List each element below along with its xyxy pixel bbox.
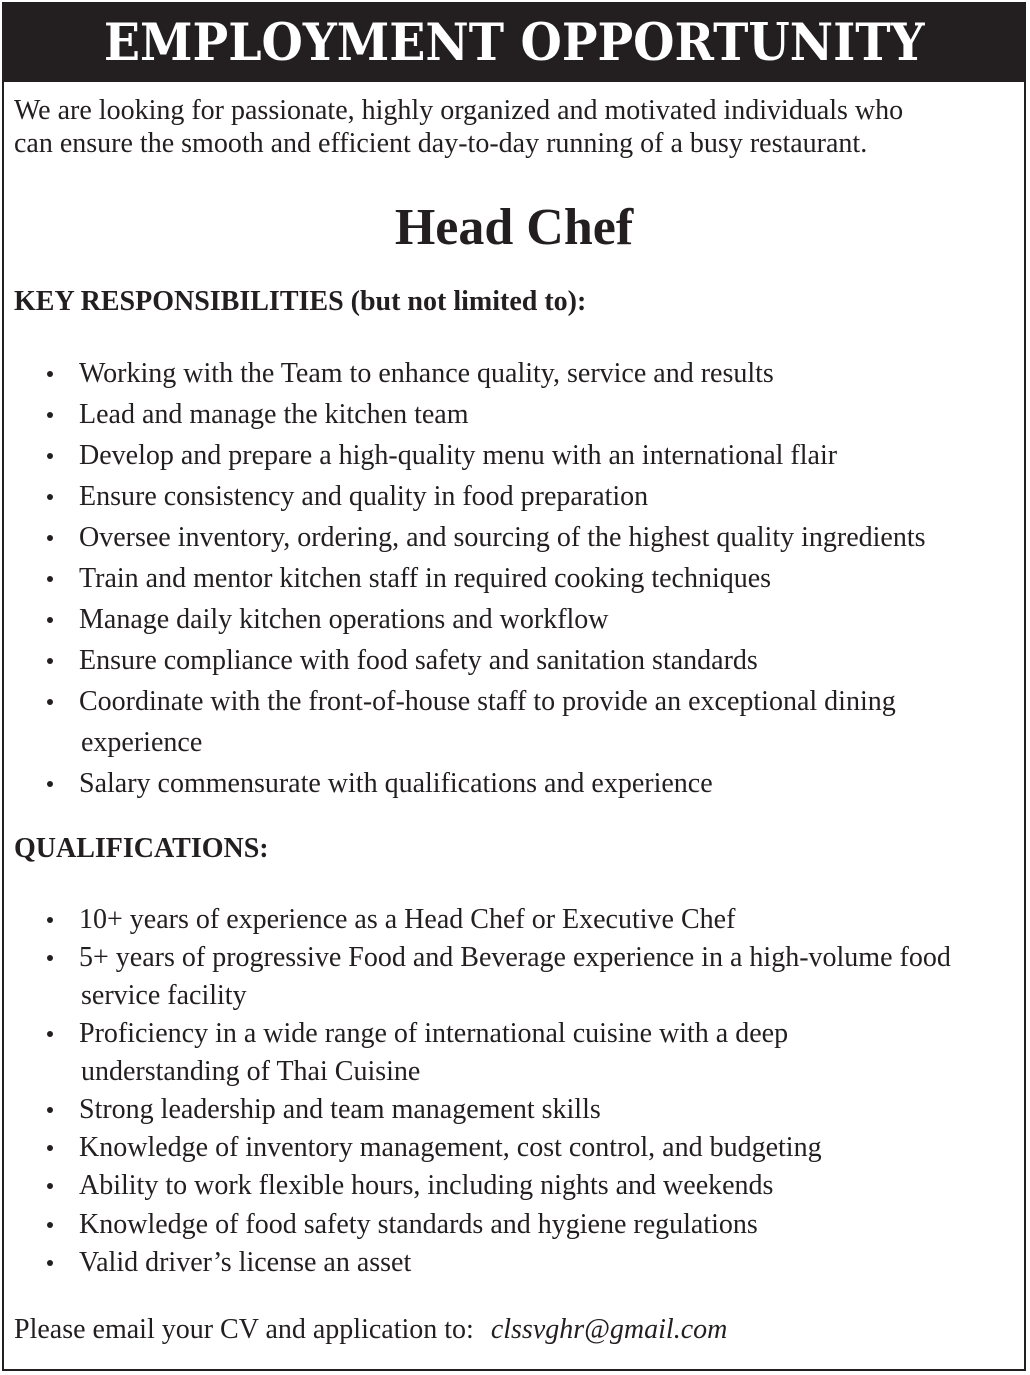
bullet-icon	[47, 699, 53, 705]
bullet-icon	[47, 658, 53, 664]
bullet-icon	[47, 1260, 53, 1266]
bullet-icon	[47, 1145, 53, 1151]
bullet-icon	[47, 917, 53, 923]
bullet-icon	[47, 535, 53, 541]
bullet-icon	[47, 1107, 53, 1113]
intro-line: can ensure the smooth and efficient day-to-day running of a busy restaurant.	[14, 128, 868, 159]
bullet-icon	[47, 412, 53, 418]
banner-title: EMPLOYMENT OPPORTUNITY	[103, 12, 925, 73]
bullet-icon	[47, 781, 53, 787]
bullet-icon	[47, 576, 53, 582]
banner	[4, 4, 1024, 82]
responsibilities-heading: KEY RESPONSIBILITIES (but not limited to):	[14, 286, 587, 317]
qualifications-heading: QUALIFICATIONS:	[14, 833, 269, 864]
bullet-icon	[47, 1183, 53, 1189]
bullet-icon	[47, 1222, 53, 1228]
intro-paragraph	[14, 94, 1004, 160]
contact-line	[14, 1313, 727, 1347]
bullet-icon	[47, 453, 53, 459]
job-advertisement: EMPLOYMENT OPPORTUNITY We are looking for passionate, highly organized and motivated individuals who can ensure the smooth and efficient day-to-day running of a busy restaurant. Head Chef KEY RESPONSIBILITIES (but not limited to): Working with the Team to enhance quality, service and results Lead and manage the kitchen team Develop and prepare a high-quality menu with an international flair Ensure consistency and quality in food preparation Oversee inventory, ordering, and sourcing of the highest quality ingredients Train and mentor kitchen staff in required cooking techniques Manage daily kitchen operations and workflow Ensure compliance with food safety and sanitation standards Coordinate with the front-of-house staff to provide an exceptional dining experience Salary commensurate with qualifications and experience QUALIFICATIONS: 10+ years of experience as a Head Chef or Executive Chef 5+ years of progressive Food and Beverage experience in a high-volume food service facility Proficiency in a wide range of international cuisine with a deep understanding of Thai Cuisine Strong leadership and team management skills Knowledge of inventory management, cost control, and budgeting Ability to work flexible hours, including nights and weekends Knowledge of food safety standards and hygiene regulations Valid driver’s license an asset Please email your CV and application to: clssvghr@gmail.com	[2, 2, 1026, 1371]
contact-email[interactable]: clssvghr@gmail.com	[490, 1314, 728, 1345]
job-title: Head Chef	[394, 199, 634, 256]
bullet-icon	[47, 371, 53, 377]
bullet-icon	[47, 1031, 53, 1037]
bullet-icon	[47, 617, 53, 623]
intro-line: We are looking for passionate, highly organized and motivated individuals who	[14, 95, 904, 126]
bullet-icon	[47, 494, 53, 500]
contact-label: Please email your CV and application to:	[14, 1314, 474, 1345]
bullet-icon	[47, 955, 53, 961]
